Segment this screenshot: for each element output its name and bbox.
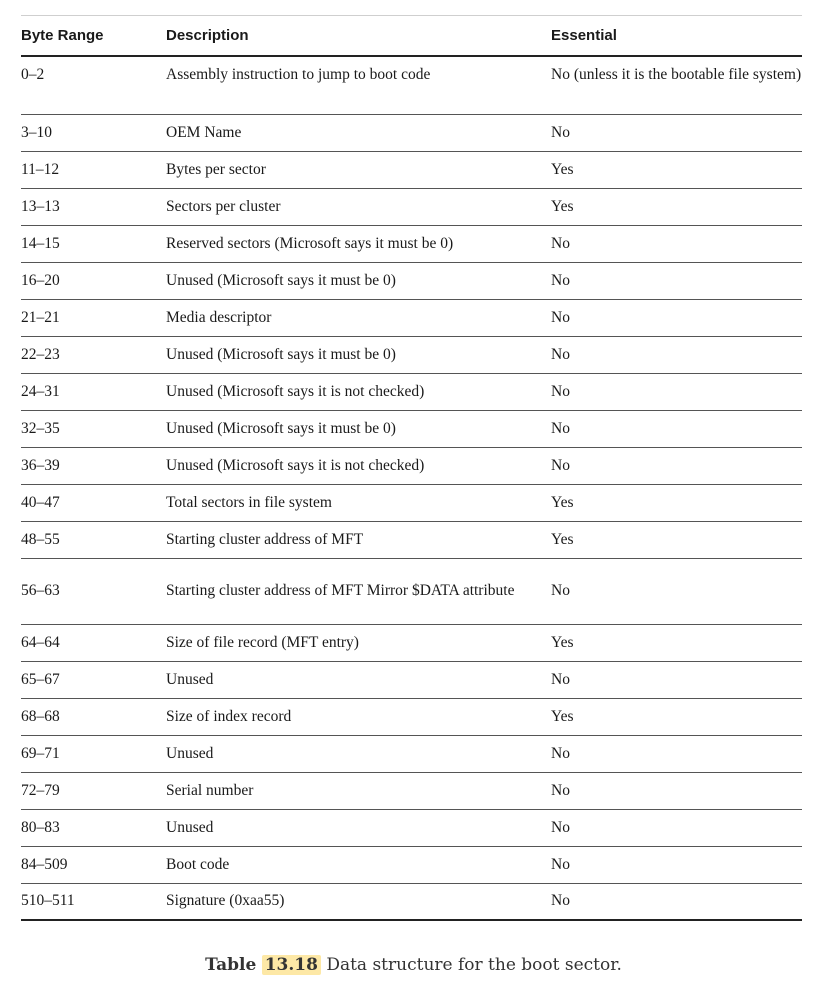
cell-essential: Yes [551, 188, 802, 225]
cell-essential: No [551, 373, 802, 410]
cell-byte-range: 3–10 [21, 114, 166, 151]
cell-description: Total sectors in file system [166, 484, 551, 521]
caption-text: Data structure for the boot sector. [320, 955, 622, 975]
cell-description: Unused (Microsoft says it must be 0) [166, 262, 551, 299]
cell-byte-range: 36–39 [21, 447, 166, 484]
cell-essential: No [551, 883, 802, 920]
cell-description: Boot code [166, 846, 551, 883]
cell-description: Unused (Microsoft says it is not checked) [166, 447, 551, 484]
table-row [21, 661, 802, 698]
cell-description: Starting cluster address of MFT Mirror $DATA attribute [166, 558, 551, 624]
cell-description: OEM Name [166, 114, 551, 151]
cell-description: Unused (Microsoft says it must be 0) [166, 410, 551, 447]
cell-essential: No [551, 735, 802, 772]
cell-byte-range: 84–509 [21, 846, 166, 883]
cell-essential: Yes [551, 698, 802, 735]
table-row [21, 883, 802, 920]
cell-byte-range: 16–20 [21, 262, 166, 299]
cell-description: Bytes per sector [166, 151, 551, 188]
cell-description: Unused [166, 735, 551, 772]
boot-sector-table [21, 16, 802, 921]
cell-byte-range: 72–79 [21, 772, 166, 809]
cell-byte-range: 69–71 [21, 735, 166, 772]
cell-essential: No [551, 661, 802, 698]
table-row [21, 447, 802, 484]
cell-description: Starting cluster address of MFT [166, 521, 551, 558]
cell-essential: No (unless it is the bootable file system) [551, 56, 802, 114]
cell-description: Unused [166, 661, 551, 698]
cell-essential: No [551, 225, 802, 262]
cell-byte-range: 14–15 [21, 225, 166, 262]
caption-label: Table [205, 955, 257, 975]
table-row [21, 624, 802, 661]
cell-essential: No [551, 336, 802, 373]
cell-essential: No [551, 772, 802, 809]
table-row [21, 846, 802, 883]
table-row [21, 188, 802, 225]
cell-description: Unused (Microsoft says it is not checked) [166, 373, 551, 410]
table-row [21, 809, 802, 846]
cell-description: Unused [166, 809, 551, 846]
header-description: Description [166, 16, 551, 56]
cell-byte-range: 24–31 [21, 373, 166, 410]
table-row [21, 558, 802, 624]
cell-essential: No [551, 809, 802, 846]
table-row [21, 521, 802, 558]
table-row [21, 373, 802, 410]
cell-byte-range: 40–47 [21, 484, 166, 521]
table-row [21, 262, 802, 299]
cell-essential: No [551, 299, 802, 336]
cell-essential: No [551, 410, 802, 447]
cell-byte-range: 68–68 [21, 698, 166, 735]
cell-description: Serial number [166, 772, 551, 809]
cell-description: Assembly instruction to jump to boot code [166, 56, 551, 114]
table-row [21, 772, 802, 809]
table-row [21, 698, 802, 735]
cell-essential: No [551, 114, 802, 151]
cell-essential: No [551, 558, 802, 624]
cell-description: Signature (0xaa55) [166, 883, 551, 920]
cell-description: Media descriptor [166, 299, 551, 336]
table-row [21, 336, 802, 373]
table-row [21, 299, 802, 336]
cell-essential: Yes [551, 151, 802, 188]
table-header-row [21, 16, 802, 56]
table-row [21, 225, 802, 262]
cell-description: Unused (Microsoft says it must be 0) [166, 336, 551, 373]
table-row [21, 114, 802, 151]
cell-byte-range: 64–64 [21, 624, 166, 661]
table-row [21, 410, 802, 447]
header-byte-range: Byte Range [21, 16, 166, 56]
table-row [21, 56, 802, 114]
cell-byte-range: 11–12 [21, 151, 166, 188]
table-row [21, 484, 802, 521]
boot-sector-table-container [21, 15, 802, 921]
caption-number: 13.18 [262, 955, 321, 975]
cell-essential: Yes [551, 521, 802, 558]
cell-description: Sectors per cluster [166, 188, 551, 225]
cell-byte-range: 13–13 [21, 188, 166, 225]
table-row [21, 151, 802, 188]
cell-byte-range: 510–511 [21, 883, 166, 920]
cell-byte-range: 48–55 [21, 521, 166, 558]
header-essential: Essential [551, 16, 802, 56]
cell-byte-range: 56–63 [21, 558, 166, 624]
cell-byte-range: 80–83 [21, 809, 166, 846]
cell-description: Size of file record (MFT entry) [166, 624, 551, 661]
table-caption [0, 955, 827, 975]
cell-essential: No [551, 262, 802, 299]
cell-essential: No [551, 447, 802, 484]
cell-byte-range: 0–2 [21, 56, 166, 114]
cell-essential: Yes [551, 624, 802, 661]
cell-essential: No [551, 846, 802, 883]
cell-byte-range: 21–21 [21, 299, 166, 336]
cell-byte-range: 22–23 [21, 336, 166, 373]
cell-essential: Yes [551, 484, 802, 521]
cell-byte-range: 32–35 [21, 410, 166, 447]
table-row [21, 735, 802, 772]
cell-byte-range: 65–67 [21, 661, 166, 698]
cell-description: Size of index record [166, 698, 551, 735]
cell-description: Reserved sectors (Microsoft says it must be 0) [166, 225, 551, 262]
